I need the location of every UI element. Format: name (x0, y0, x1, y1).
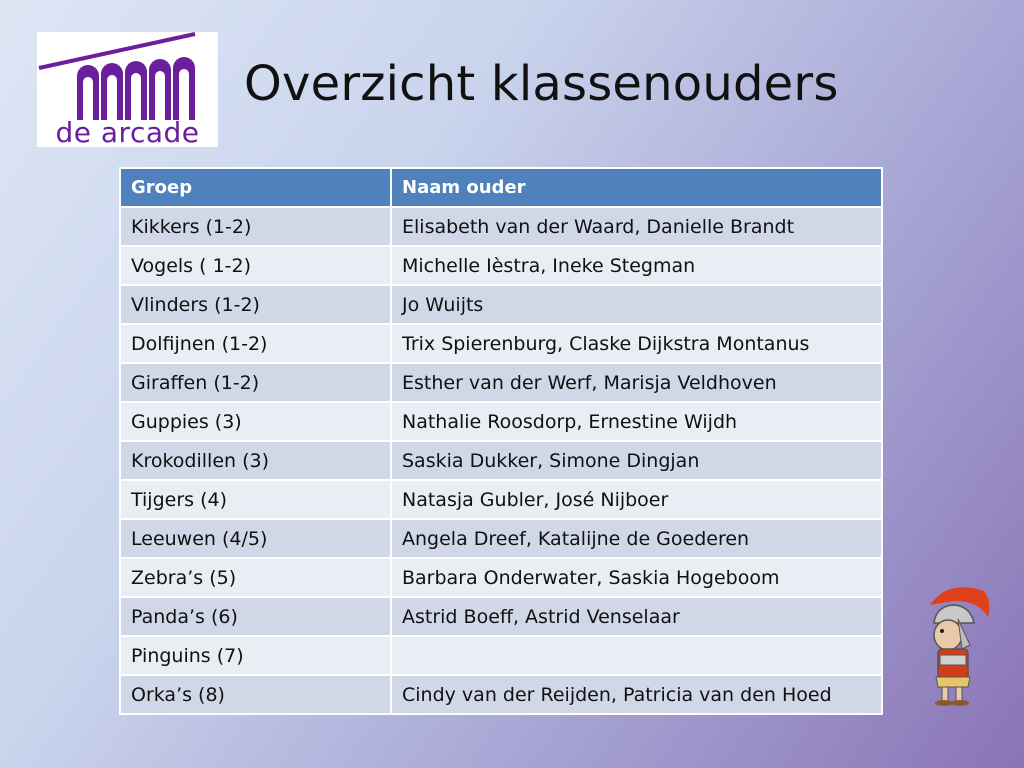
cell-naam-ouder: Angela Dreef, Katalijne de Goederen (391, 519, 882, 558)
table-row (120, 363, 882, 402)
cell-groep: Orka’s (8) (120, 675, 391, 714)
cell-naam-ouder: Jo Wuijts (391, 285, 882, 324)
table-row (120, 597, 882, 636)
cell-naam-ouder: Astrid Boeff, Astrid Venselaar (391, 597, 882, 636)
cell-groep: Zebra’s (5) (120, 558, 391, 597)
column-header-groep: Groep (120, 168, 391, 207)
cell-groep: Vlinders (1-2) (120, 285, 391, 324)
table-row (120, 207, 882, 246)
table-row (120, 558, 882, 597)
cell-groep: Vogels ( 1-2) (120, 246, 391, 285)
cell-naam-ouder: Michelle Ièstra, Ineke Stegman (391, 246, 882, 285)
cell-naam-ouder (391, 636, 882, 675)
cell-naam-ouder: Natasja Gubler, José Nijboer (391, 480, 882, 519)
cell-naam-ouder: Trix Spierenburg, Claske Dijkstra Montanus (391, 324, 882, 363)
cell-groep: Panda’s (6) (120, 597, 391, 636)
cell-groep: Dolfijnen (1-2) (120, 324, 391, 363)
logo (37, 32, 218, 147)
cell-naam-ouder: Barbara Onderwater, Saskia Hogeboom (391, 558, 882, 597)
table-row (120, 402, 882, 441)
table-row (120, 285, 882, 324)
table-row (120, 675, 882, 714)
cell-groep: Tijgers (4) (120, 480, 391, 519)
table-row (120, 480, 882, 519)
table-row (120, 441, 882, 480)
table-header-row (120, 168, 882, 207)
cell-groep: Giraffen (1-2) (120, 363, 391, 402)
cell-groep: Pinguins (7) (120, 636, 391, 675)
column-header-naam-ouder: Naam ouder (391, 168, 882, 207)
cell-naam-ouder: Cindy van der Reijden, Patricia van den Hoed (391, 675, 882, 714)
cell-naam-ouder: Esther van der Werf, Marisja Veldhoven (391, 363, 882, 402)
cell-naam-ouder: Elisabeth van der Waard, Danielle Brandt (391, 207, 882, 246)
cell-groep: Leeuwen (4/5) (120, 519, 391, 558)
table-row (120, 246, 882, 285)
cell-naam-ouder: Nathalie Roosdorp, Ernestine Wijdh (391, 402, 882, 441)
cell-groep: Guppies (3) (120, 402, 391, 441)
table-row (120, 636, 882, 675)
parents-table (119, 167, 883, 715)
arcade-logo-icon (37, 32, 218, 122)
table-row (120, 519, 882, 558)
cell-naam-ouder: Saskia Dukker, Simone Dingjan (391, 441, 882, 480)
roman-soldier-icon (918, 583, 996, 707)
cell-groep: Krokodillen (3) (120, 441, 391, 480)
cell-groep: Kikkers (1-2) (120, 207, 391, 246)
logo-text: de arcade (55, 116, 200, 149)
page-title: Overzicht klassenouders (244, 56, 839, 112)
table-row (120, 324, 882, 363)
